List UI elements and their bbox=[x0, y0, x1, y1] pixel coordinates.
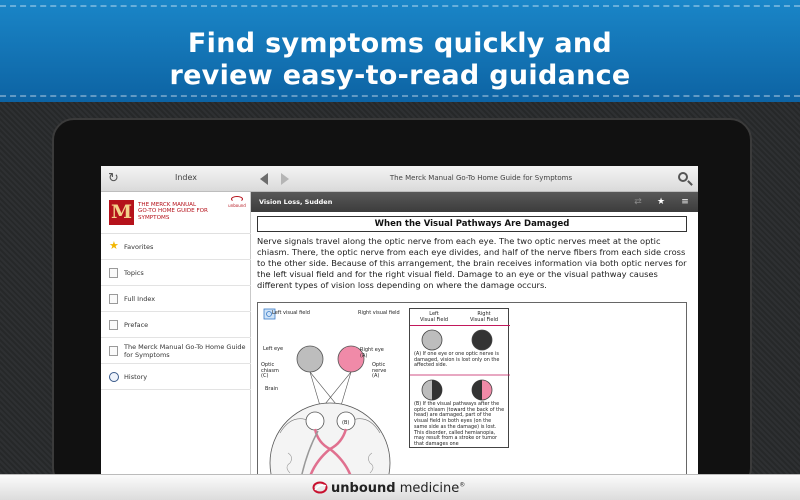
banner-line-1: Find symptoms quickly and bbox=[187, 28, 613, 59]
favorite-star-icon[interactable]: ★ bbox=[656, 197, 666, 207]
nav-label: The Merck Manual Go-To Home Guide for Symptoms bbox=[124, 343, 246, 359]
nav-item-topics[interactable] bbox=[101, 260, 251, 286]
label-right-eye: Right eye (A) bbox=[360, 347, 384, 359]
book-brand[interactable] bbox=[101, 192, 251, 234]
book-title: THE MERCK MANUAL GO-TO HOME GUIDE FOR SYMPTOMS bbox=[138, 202, 208, 221]
nav-label: Preface bbox=[124, 321, 149, 329]
label-optic-nerve: Optic nerve (A) bbox=[372, 362, 387, 380]
index-toolbar bbox=[101, 166, 251, 192]
unbound-swoosh-icon bbox=[312, 481, 328, 494]
index-nav-list bbox=[101, 234, 251, 390]
unbound-mini-logo: unbound bbox=[226, 196, 248, 208]
nav-label: Topics bbox=[124, 269, 144, 277]
page-icon bbox=[109, 346, 118, 356]
promo-banner bbox=[0, 0, 800, 102]
label-optic-chiasm: Optic chiasm (C) bbox=[261, 362, 279, 380]
legend-text-b: (B) If the visual pathways after the optic chiasm (toward the back of the head) are damaged, part of the visual field in both eyes (on the same side as the damage) is lost. This disorder, called hemianopia, may result from a stroke or tumor that damages one bbox=[414, 401, 505, 447]
nav-label: History bbox=[124, 373, 148, 381]
legend-text-a: (A) If one eye or one optic nerve is damaged, vision is lost only on the affected side. bbox=[414, 351, 500, 369]
brand-footer bbox=[0, 474, 800, 500]
label-left-visual-field: Left visual field bbox=[272, 310, 310, 316]
body-paragraph: Nerve signals travel along the optic nerve from each eye. The two optic nerves meet at the optic chiasm. There, the optic nerve from each eye divides, and half of the nerve fibers from each side cross to the other side. Because of this arrangement, the brain receives information via both optic nerves for the left visual field and for the right visual field. Damage to an eye or the visual pathway causes different types of vision loss depending on where the damage occurs. bbox=[257, 236, 687, 290]
banner-line-2: review easy-to-read guidance bbox=[169, 60, 631, 91]
page-icon bbox=[109, 268, 118, 278]
link-icon[interactable]: ⇄ bbox=[634, 197, 642, 207]
nav-item-preface[interactable] bbox=[101, 312, 251, 338]
document-toolbar bbox=[251, 166, 698, 192]
label-right-visual-field: Right visual field bbox=[358, 310, 400, 316]
label-b-marker: (B) bbox=[342, 420, 350, 426]
label-brain: Brain bbox=[265, 386, 279, 392]
nav-item-favorites[interactable] bbox=[101, 234, 251, 260]
page-icon bbox=[109, 320, 118, 330]
visual-field-legend bbox=[409, 308, 509, 448]
forward-arrow-icon[interactable] bbox=[281, 173, 289, 185]
sync-icon[interactable]: ↻ bbox=[108, 171, 119, 186]
back-arrow-icon[interactable] bbox=[260, 173, 268, 185]
page-icon bbox=[109, 294, 118, 304]
index-panel bbox=[101, 166, 251, 474]
merck-logo: M bbox=[110, 201, 133, 223]
legend-left-head: Left Visual Field bbox=[419, 311, 449, 323]
nav-label: Favorites bbox=[124, 243, 154, 251]
section-title: Vision Loss, Sudden bbox=[259, 198, 333, 206]
nav-item-full-index[interactable] bbox=[101, 286, 251, 312]
index-title: Index bbox=[174, 173, 198, 182]
label-left-eye: Left eye bbox=[263, 346, 284, 352]
star-icon: ★ bbox=[109, 239, 119, 252]
search-icon[interactable] bbox=[678, 172, 688, 182]
nav-item-history[interactable] bbox=[101, 364, 251, 390]
app-screen bbox=[101, 166, 698, 474]
unbound-medicine-logo: unbound medicine® bbox=[331, 481, 466, 496]
clock-icon bbox=[109, 372, 119, 382]
figure-box-title: When the Visual Pathways Are Damaged bbox=[257, 216, 687, 232]
document-title: The Merck Manual Go-To Home Guide for Symptoms bbox=[389, 174, 573, 182]
nav-item-book-home[interactable] bbox=[101, 338, 251, 364]
document-panel bbox=[251, 166, 698, 474]
section-bar bbox=[251, 192, 698, 212]
legend-right-head: Right Visual Field bbox=[469, 311, 499, 323]
nav-label: Full Index bbox=[124, 295, 156, 303]
sort-list-icon[interactable]: ≡ bbox=[681, 197, 689, 207]
